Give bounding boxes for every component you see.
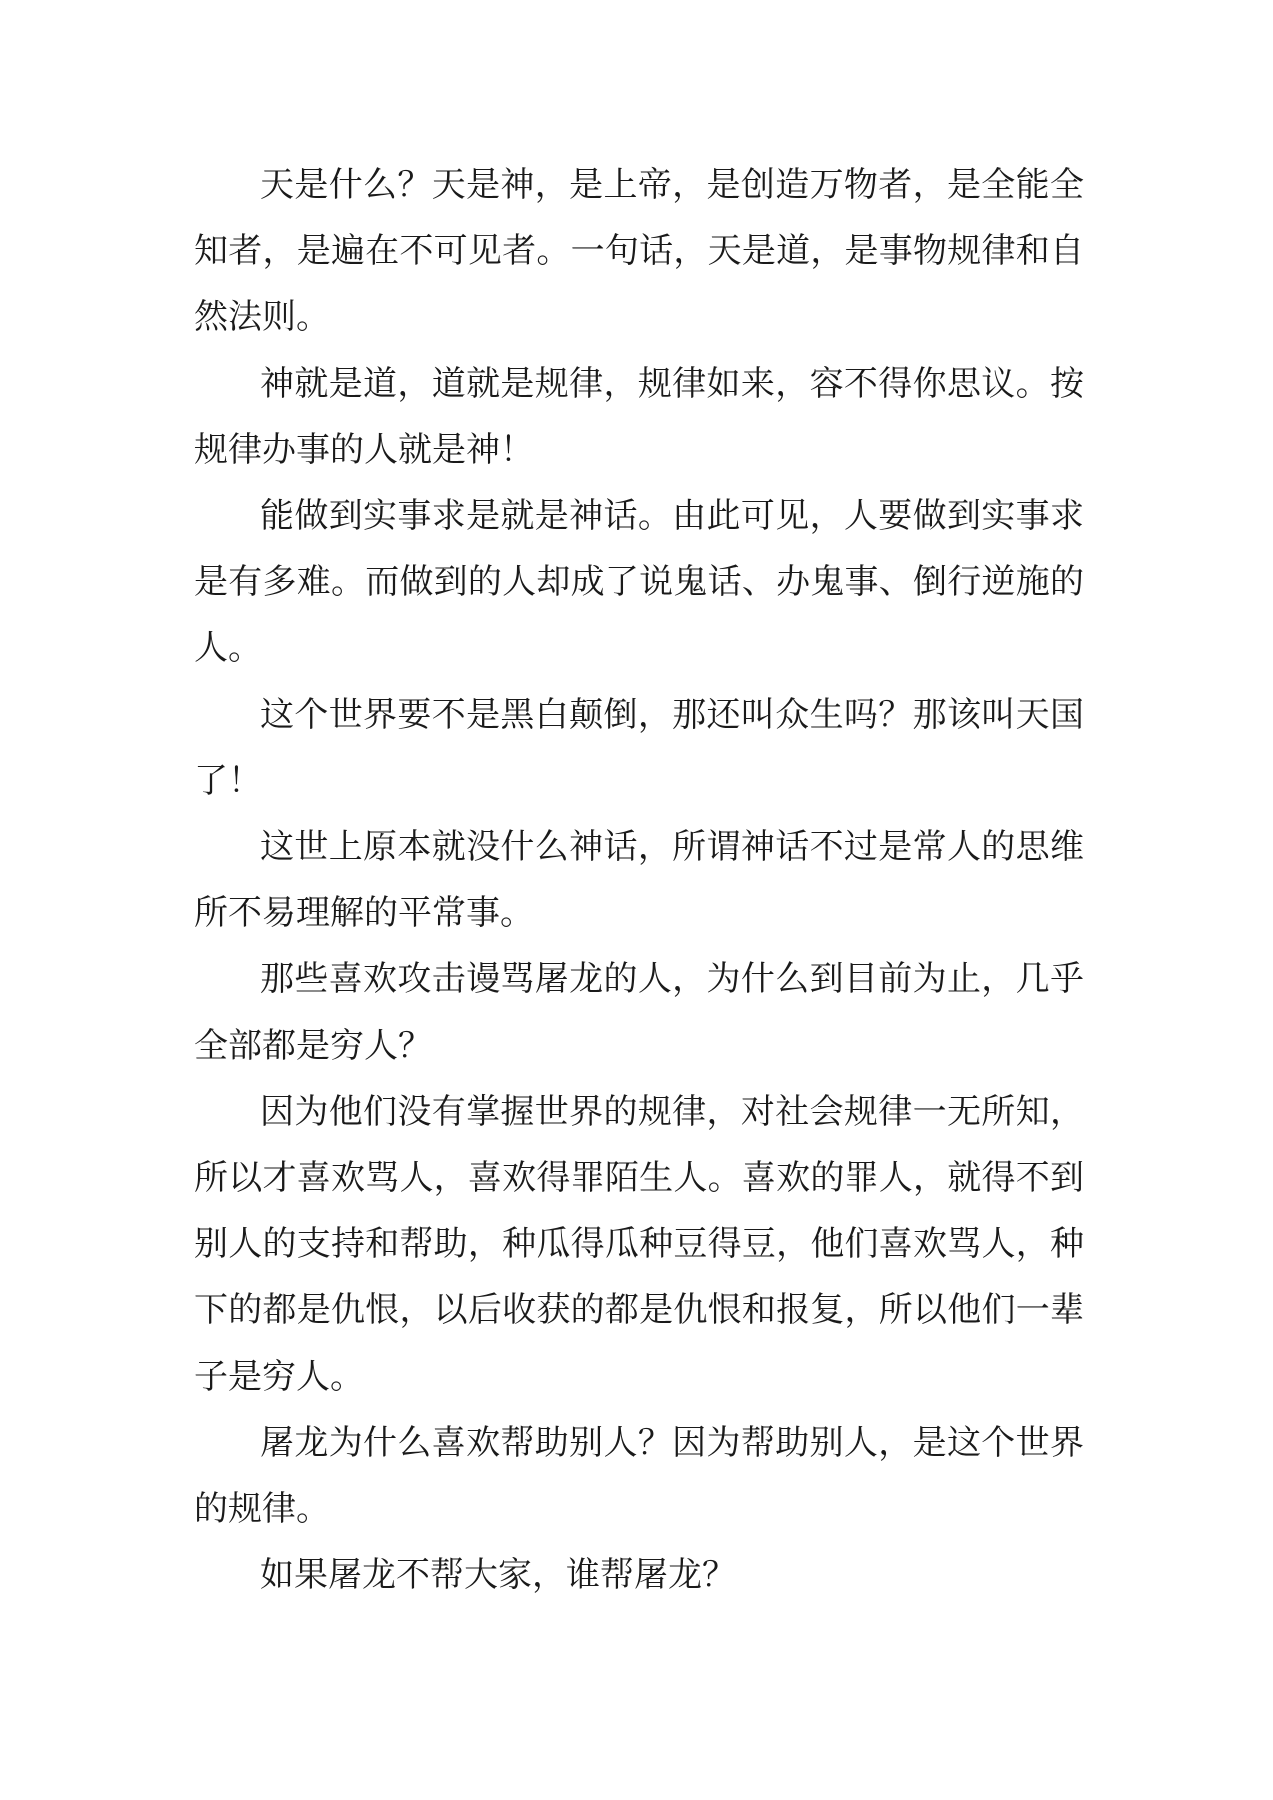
- paragraph-9: 如果屠龙不帮大家，谁帮屠龙？: [260, 1555, 736, 1596]
- paragraph-5: 这世上原本就没什么神话，所谓神话不过是常人的思维所不易理解的平常事。: [194, 827, 1084, 934]
- paragraph-6: 那些喜欢攻击谩骂屠龙的人，为什么到目前为止，几乎全部都是穷人？: [194, 959, 1084, 1066]
- paragraph-4: 这个世界要不是黑白颠倒，那还叫众生吗？那该叫天国了！: [194, 694, 1084, 801]
- paragraph-2: 神就是道，道就是规律，规律如来，容不得你思议。按规律办事的人就是神！: [194, 363, 1084, 470]
- paragraph-1: 天是什么？天是神，是上帝，是创造万物者，是全能全知者，是遍在不可见者。一句话，天是道，是事物规律和自然法则。: [194, 165, 1084, 338]
- paragraph-3: 能做到实事求是就是神话。由此可见，人要做到实事求是有多难。而做到的人却成了说鬼话、办鬼事、倒行逆施的人。: [194, 496, 1084, 669]
- document-body: [194, 152, 1084, 1608]
- paragraph-8: 屠龙为什么喜欢帮助别人？因为帮助别人，是这个世界的规律。: [194, 1422, 1084, 1530]
- paragraph-7: 因为他们没有掌握世界的规律，对社会规律一无所知，所以才喜欢骂人，喜欢得罪陌生人。喜欢的罪人，就得不到别人的支持和帮助，种瓜得瓜种豆得豆，他们喜欢骂人，种下的都是仇恨，以后收获的都是仇恨和报复，所以他们一辈子是穷人。: [194, 1091, 1084, 1397]
